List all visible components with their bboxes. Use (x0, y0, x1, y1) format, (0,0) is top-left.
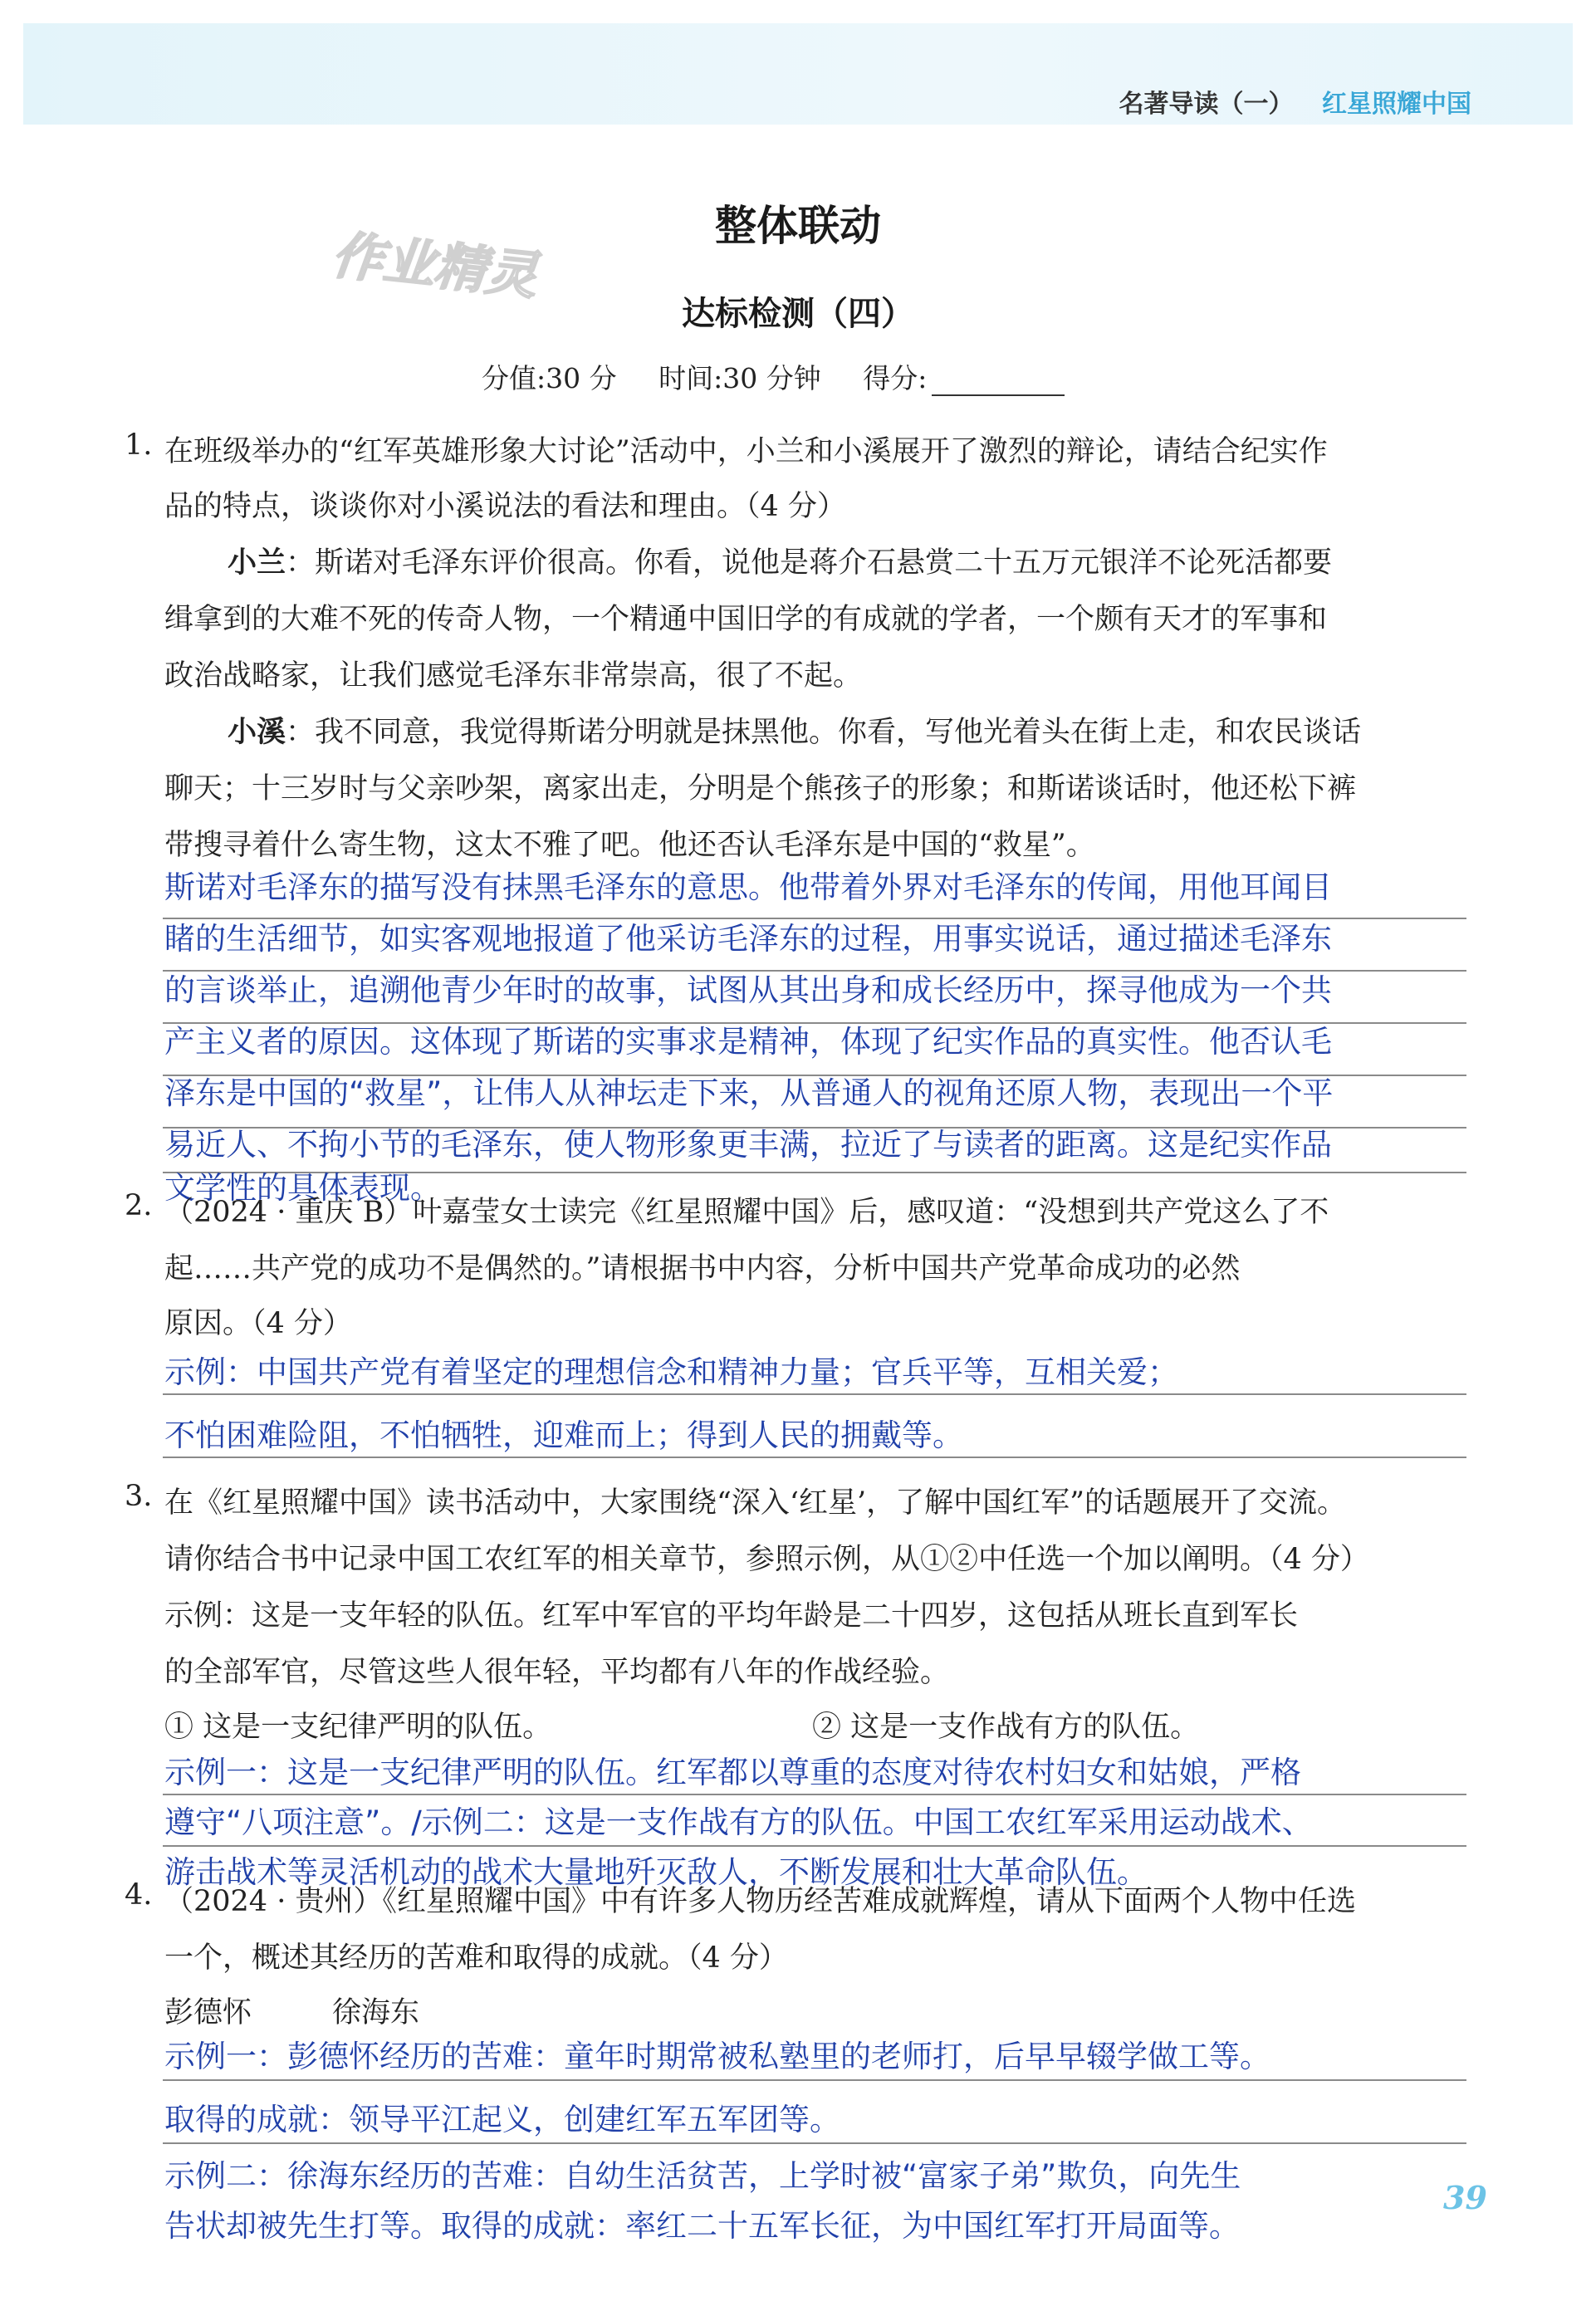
q4-answer-line: 示例二：徐海东经历的苦难：自幼生活贫苦，上学时被“富家子弟”欺负，向先生 (164, 2158, 1241, 2194)
q3-line: 的全部军官，尽管这些人很年轻，平均都有八年的作战经验。 (164, 1656, 950, 1689)
book-title: 红星照耀中国 (1322, 90, 1471, 119)
q1-lan-line: 缉拿到的大难不死的传奇人物，一个精通中国旧学的有成就的学者，一个颇有天才的军事和 (164, 603, 1328, 636)
q1-answer-line: 睹的生活细节，如实客观地报道了他采访毛泽东的过程，用事实说话，通过描述毛泽东 (164, 921, 1332, 957)
score-got: 得分: (863, 362, 1098, 394)
q1-xi-line: 小溪：我不同意，我觉得斯诺分明就是抹黑他。你看，写他光着头在街上走，和农民谈话 (228, 716, 1362, 749)
q3-line: 请你结合书中记录中国工农红军的相关章节，参照示例，从①②中任选一个加以阐明。（4 分） (164, 1543, 1369, 1576)
q4-line: 一个，概述其经历的苦难和取得的成就。（4 分） (164, 1941, 788, 1975)
q2-answer-line: 不怕困难险阻，不怕牺牲，迎难而上；得到人民的拥戴等。 (164, 1417, 963, 1453)
q2-line: （2024 · 重庆 B）叶嘉莹女士读完《红星照耀中国》后，感叹道：“没想到共产党这么了不 (164, 1196, 1329, 1229)
xi-label: 小溪 (228, 716, 286, 749)
q2-answer-line: 示例：中国共产党有着坚定的理想信念和精神力量；官兵平等，互相关爱； (164, 1354, 1178, 1390)
q4-number: 4. (125, 1878, 153, 1912)
watermark: 作业精灵 (329, 224, 541, 306)
score-info (482, 357, 1131, 396)
section-title: 整体联动 (715, 202, 881, 250)
running-header (1119, 83, 1471, 120)
q1-xi-line: 聊天；十三岁时与父亲吵架，离家出走，分明是个熊孩子的形象；和斯诺谈话时，他还松下裤 (164, 772, 1357, 805)
answer-rule (163, 2142, 1466, 2144)
q2-number: 2. (125, 1189, 153, 1222)
q1-xi-line: 带搜寻着什么寄生物，这太不雅了吧。他还否认毛泽东是中国的“救星”。 (164, 829, 1095, 862)
q1-line: 在班级举办的“红军英雄形象大讨论”活动中，小兰和小溪展开了激烈的辩论，请结合纪实作 (164, 435, 1328, 468)
q1-line: 品的特点，谈谈你对小溪说法的看法和理由。（4 分） (164, 490, 846, 523)
q3-answer-line: 遵守“八项注意”。/示例二：这是一支作战有方的队伍。中国工农红军采用运动战术、 (164, 1804, 1313, 1840)
q2-line: 起……共产党的成功不是偶然的。”请根据书中内容，分析中国共产党革命成功的必然 (164, 1252, 1241, 1285)
q4-name-2: 徐海东 (332, 1996, 420, 2029)
q4-answer-line: 告状却被先生打等。取得的成就：率红二十五军长征，为中国红军打开局面等。 (164, 2208, 1240, 2244)
q3-line: 在《红星照耀中国》读书活动中，大家围绕“深入‘红星’，了解中国红军”的话题展开了交流。 (164, 1486, 1347, 1520)
answer-rule (163, 1457, 1466, 1458)
q3-option-1: ① 这是一支纪律严明的队伍。 (164, 1711, 552, 1744)
q4-name-1: 彭德怀 (164, 1996, 252, 2029)
q1-answer-line: 的言谈举止，追溯他青少年时的故事，试图从其出身和成长经历中，探寻他成为一个共 (164, 972, 1332, 1008)
q3-answer-line: 示例一：这是一支纪律严明的队伍。红军都以尊重的态度对待农村妇女和姑娘，严格 (164, 1755, 1301, 1790)
q1-answer-line: 产主义者的原因。这体现了斯诺的实事求是精神，体现了纪实作品的真实性。他否认毛 (164, 1024, 1332, 1060)
q1-number: 1. (125, 428, 153, 462)
q4-answer-line: 示例一：彭德怀经历的苦难：童年时期常被私塾里的老师打，后早早辍学做工等。 (164, 2039, 1270, 2074)
q3-number: 3. (125, 1480, 153, 1513)
answer-rule (163, 1794, 1466, 1795)
score-value: 分值:30 分 (482, 362, 617, 394)
q2-line: 原因。（4 分） (164, 1307, 352, 1340)
q1-answer-line: 易近人、不拘小节的毛泽东，使人物形象更丰满，拉近了与读者的距离。这是纪实作品 (164, 1127, 1332, 1163)
answer-rule (163, 1393, 1466, 1395)
lan-label: 小兰 (228, 546, 286, 580)
q1-answer-line: 斯诺对毛泽东的描写没有抹黑毛泽东的意思。他带着外界对毛泽东的传闻，用他耳闻目 (164, 869, 1332, 905)
q3-answer-line: 游击战术等灵活机动的战术大量地歼灭敌人，不断发展和壮大革命队伍。 (164, 1854, 1148, 1890)
q3-line: 示例：这是一支年轻的队伍。红军中军官的平均年龄是二十四岁，这包括从班长直到军长 (164, 1599, 1299, 1633)
q1-lan-line: 政治战略家，让我们感觉毛泽东非常崇高，很了不起。 (164, 659, 863, 693)
q1-lan-line: 小兰：斯诺对毛泽东评价很高。你看，说他是蒋介石悬赏二十五万元银洋不论死活都要 (228, 546, 1333, 580)
score-blank (932, 370, 1065, 396)
test-title: 达标检测（四） (682, 295, 914, 333)
series-title: 名著导读（一） (1119, 90, 1294, 119)
q3-option-2: ② 这是一支作战有方的队伍。 (812, 1711, 1200, 1744)
q4-line: （2024 · 贵州）《红星照耀中国》中有许多人物历经苦难成就辉煌，请从下面两个人物中任选 (164, 1885, 1356, 1918)
time-value: 时间:30 分钟 (658, 362, 821, 394)
page-number: 39 (1443, 2179, 1487, 2216)
q1-answer-line: 文学性的具体表现。 (164, 1170, 441, 1206)
answer-rule (163, 2079, 1466, 2081)
q1-answer-line: 泽东是中国的“救星”，让伟人从神坛走下来，从普通人的视角还原人物，表现出一个平 (164, 1075, 1334, 1111)
q4-answer-line: 取得的成就：领导平江起义，创建红军五军团等。 (164, 2102, 840, 2137)
